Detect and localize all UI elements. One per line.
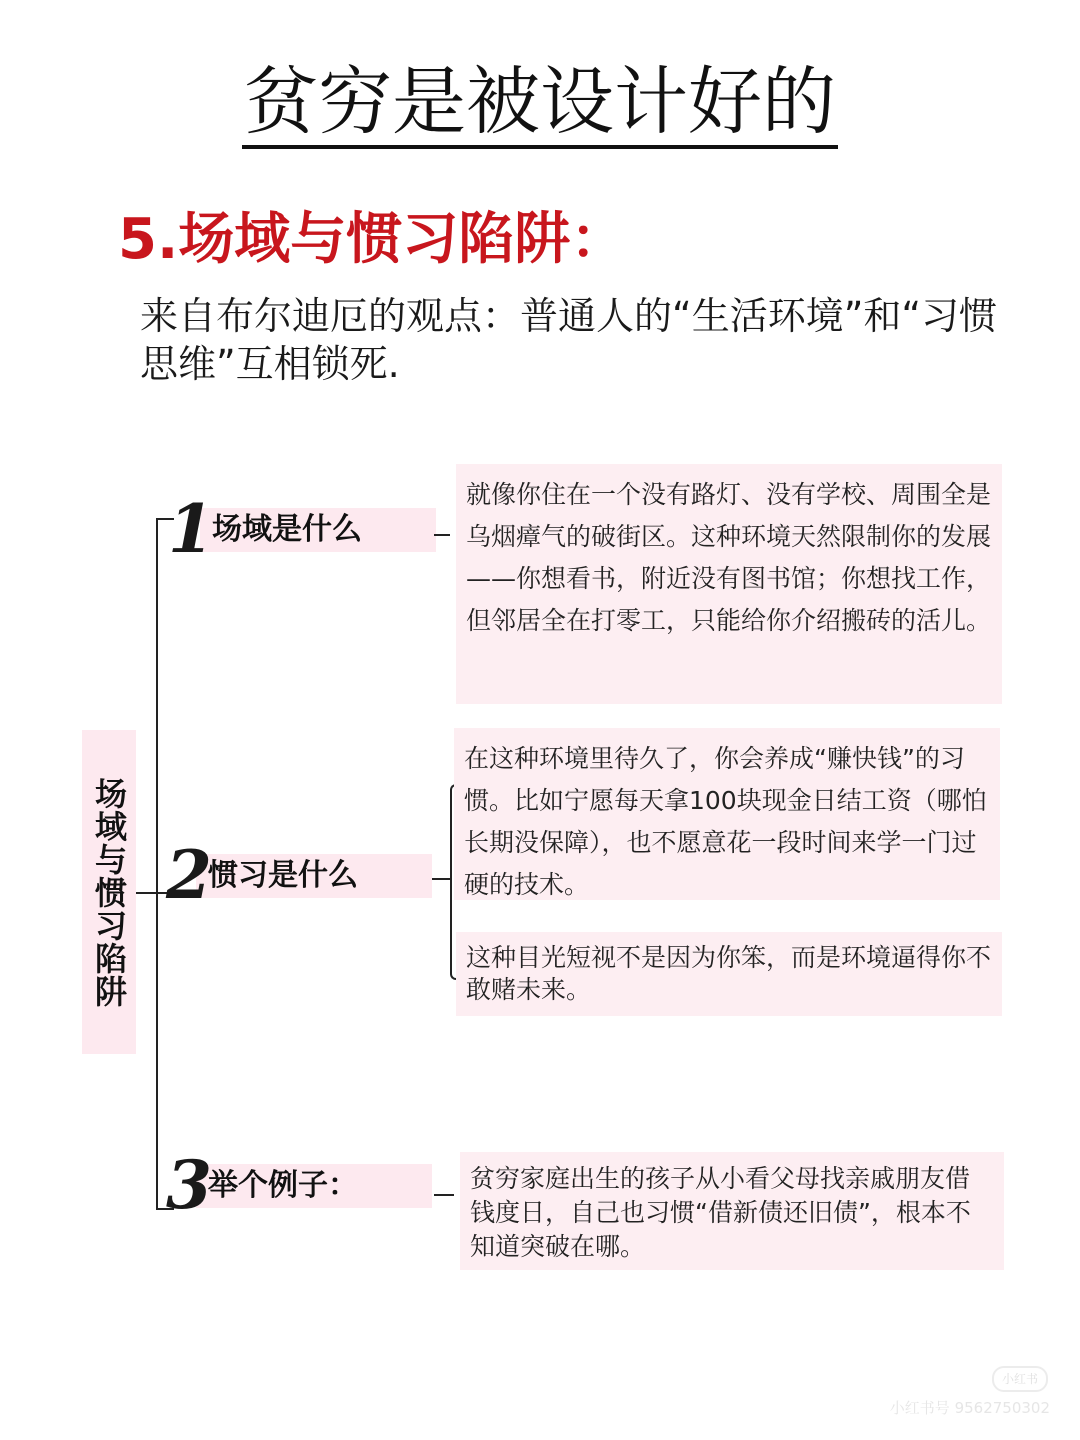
branch-1-label: 场域是什么	[212, 512, 362, 547]
branch-3-number: 3	[166, 1146, 212, 1224]
mindmap-root	[82, 730, 136, 1054]
mindmap-spine	[156, 518, 158, 1210]
branch-2-note-1: 在这种环境里待久了，你会养成“赚快钱”的习惯。比如宁愿每天拿100块现金日结工资（哪怕长期没保障），也不愿意花一段时间来学一门过硬的技术。	[454, 728, 1000, 900]
brand-badge: 小红书	[992, 1366, 1048, 1392]
main-title-text: 贫穷是被设计好的	[242, 59, 838, 149]
branch-3-note: 贫穷家庭出生的孩子从小看父母找亲戚朋友借钱度日，自己也习惯“借新债还旧债”，根本不知道突破在哪。	[460, 1152, 1004, 1270]
branch-1-number: 1	[168, 490, 214, 568]
branch-2-number: 2	[166, 836, 212, 914]
branch-3-label: 举个例子：	[208, 1168, 358, 1203]
root-connector	[136, 892, 156, 894]
branch-3-note-connector	[434, 1194, 454, 1196]
root-label: 场域与惯习陷阱	[90, 776, 128, 1008]
watermark: 小红书号 9562750302	[889, 1399, 1050, 1417]
branch-2-note-connector	[432, 878, 450, 880]
branch-1-note: 就像你住在一个没有路灯、没有学校、周围全是乌烟瘴气的破街区。这种环境天然限制你的发展——你想看书，附近没有图书馆；你想找工作，但邻居全在打零工，只能给你介绍搬砖的活儿。	[456, 464, 1002, 704]
section-title: 5.场域与惯习陷阱：	[118, 207, 627, 272]
branch-2-label: 惯习是什么	[208, 858, 358, 893]
intro-text: 来自布尔迪厄的观点：普通人的“生活环境”和“习惯思维”互相锁死.	[140, 294, 998, 386]
branch-1-note-connector	[434, 534, 450, 536]
branch-2-note-2: 这种目光短视不是因为你笨，而是环境逼得你不敢赌未来。	[456, 932, 1002, 1016]
main-title	[0, 52, 1080, 152]
